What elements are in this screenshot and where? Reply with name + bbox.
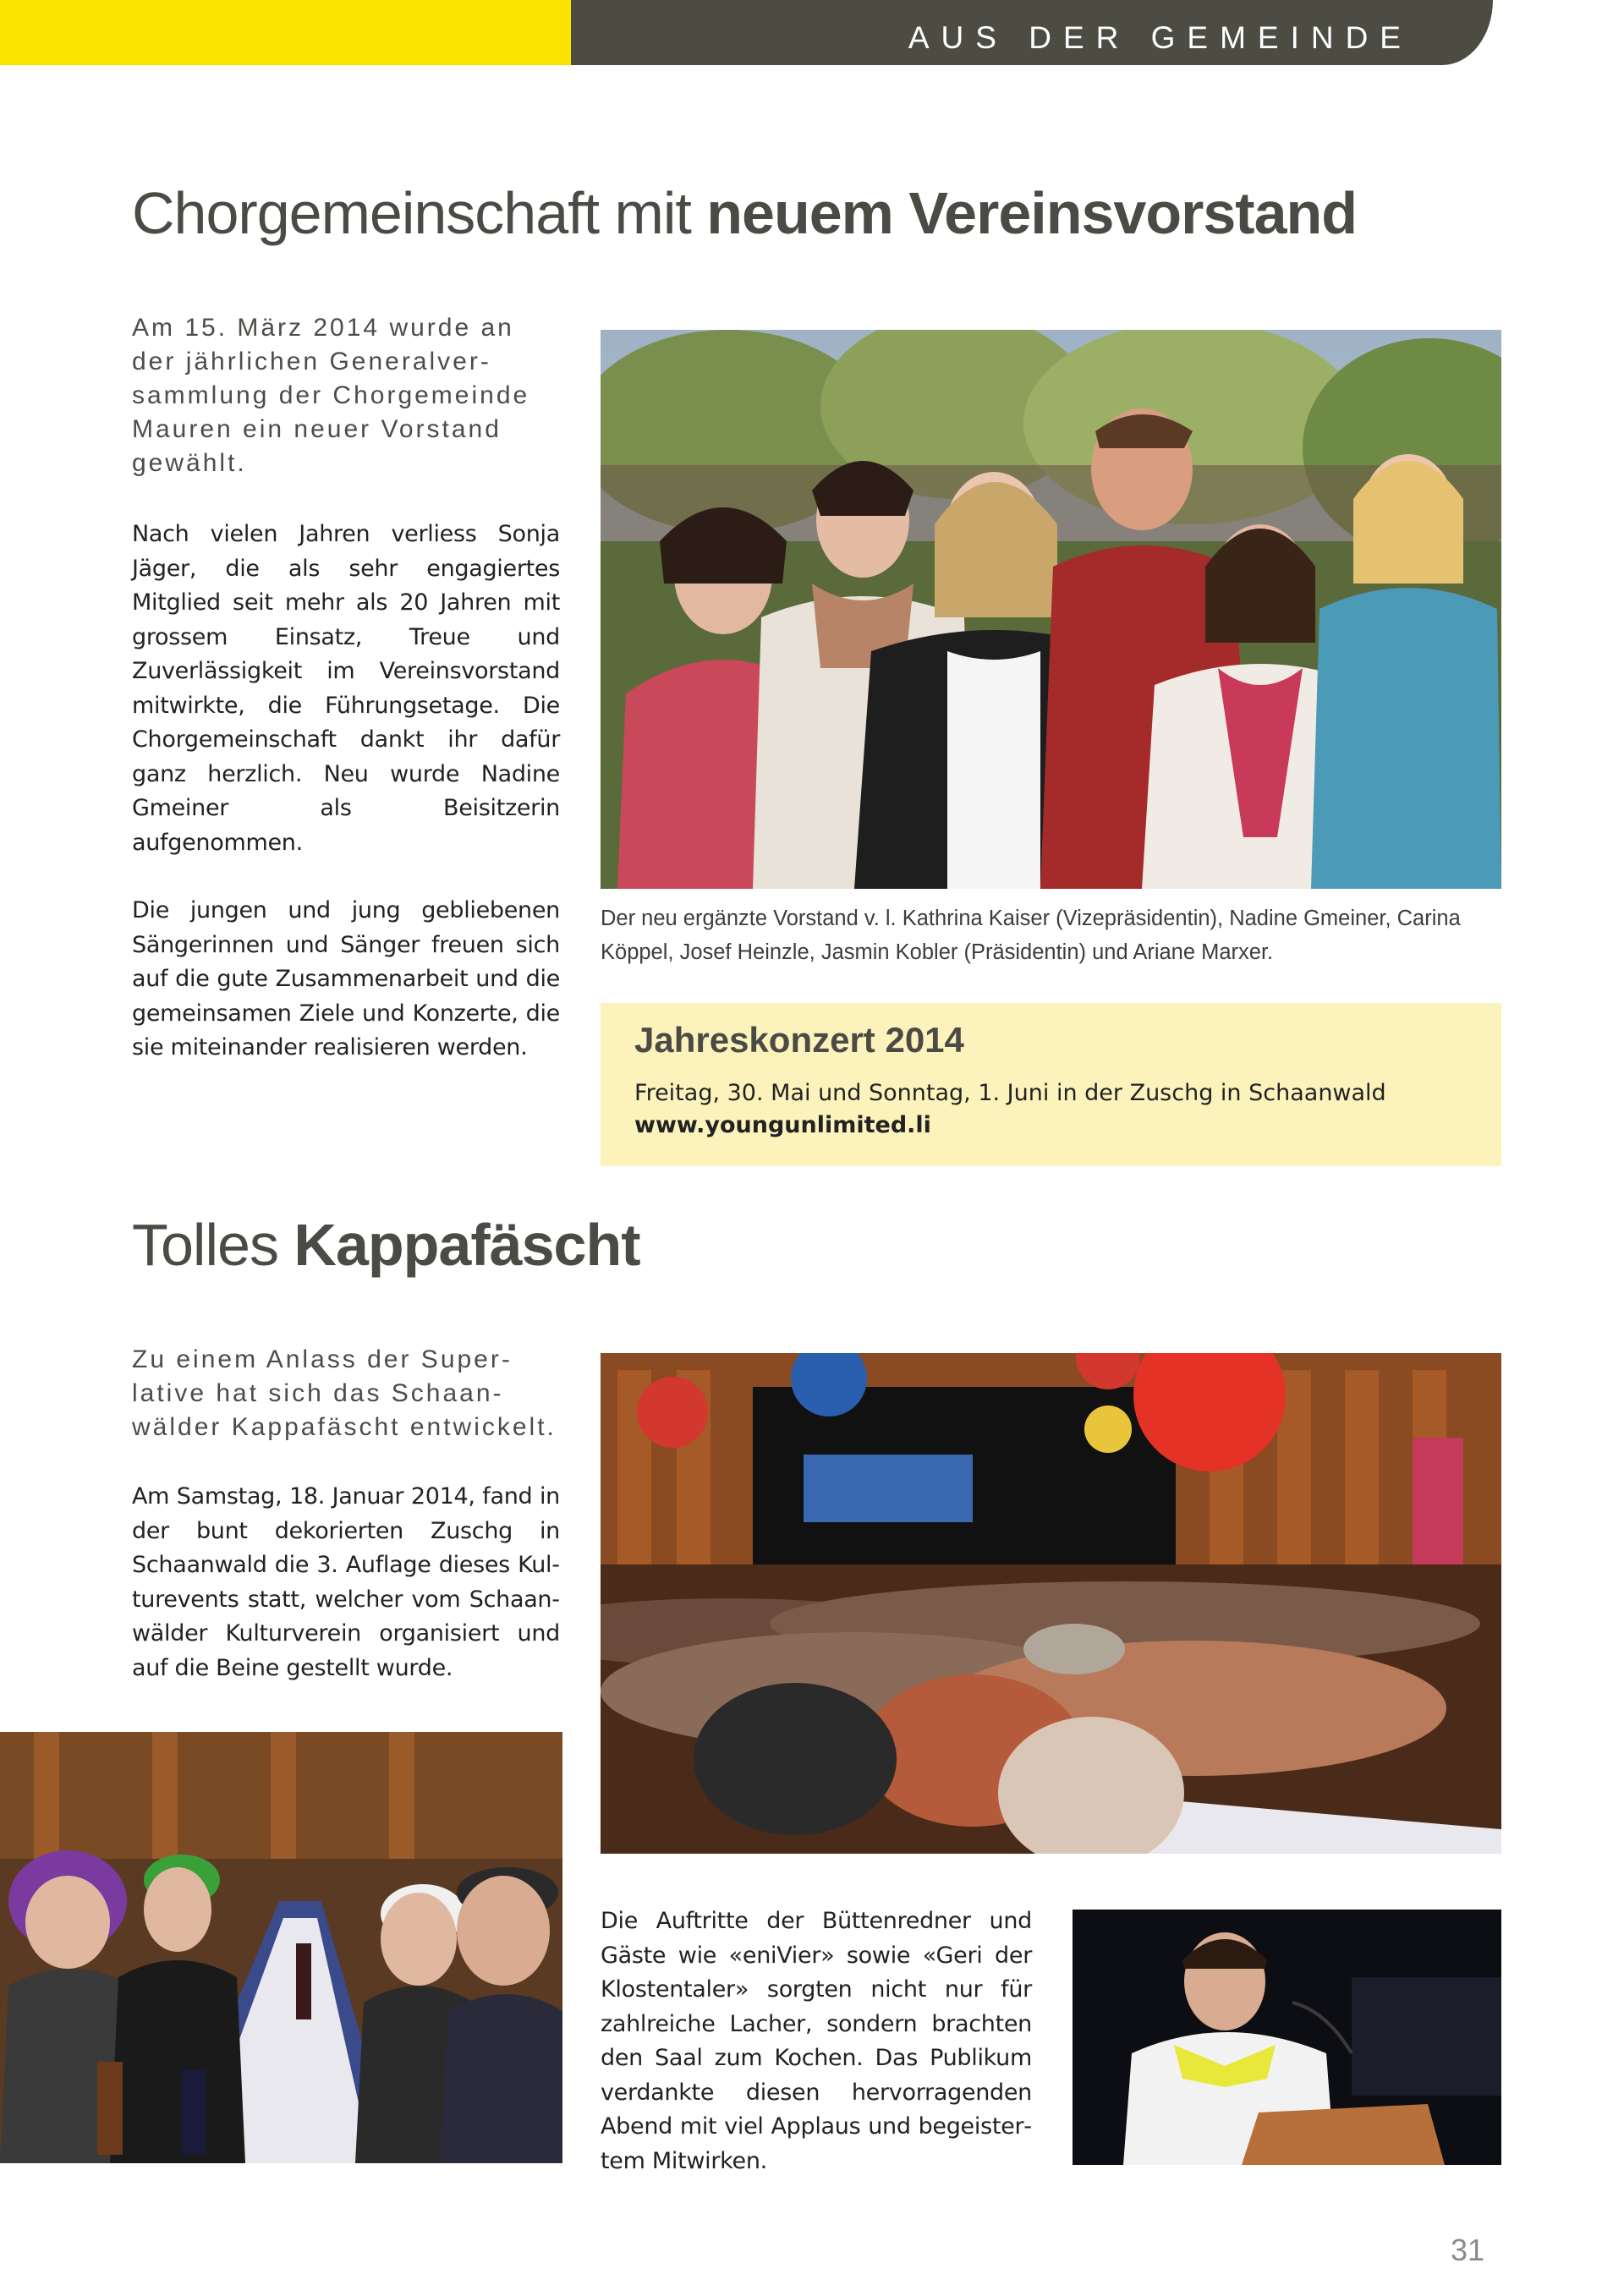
section-label: AUS DER GEMEINDE: [908, 20, 1413, 55]
speaker-photo: [1073, 1910, 1501, 2165]
article1-body: [132, 518, 560, 1066]
concert-dates: Freitag, 30. Mai und Sonntag, 1. Juni in der Zuschg in Schaanwald: [634, 1080, 1386, 1106]
article2-body: [132, 1480, 560, 1685]
concert-title: Jahreskonzert 2014: [634, 1020, 964, 1060]
header-yellow-bar: [0, 0, 571, 65]
table-guests-photo: [0, 1732, 562, 2163]
article1-paragraph-2: Die jungen und jung gebliebenen Sängerinnen und Sänger freuen sich auf die gute Zusammenarbeit und die gemeinsamen Ziele und Konzerte, die sie miteinander realisieren werden.: [132, 897, 560, 1060]
concert-url: www.youngunlimited.li: [634, 1112, 931, 1138]
article1-headline: Chorgemeinschaft mit neuem Vereinsvorstand: [132, 180, 1358, 246]
group-photo: [601, 330, 1501, 889]
header-dark-bar: [571, 0, 1493, 65]
article1-paragraph-1: Nach vielen Jahren verliess Sonja Jäger, die als sehr engagiertes Mitglied seit mehr als 20 Jahren mit grossem Einsatz, Treue und Zuverlässigkeit im Vereinsvorstand mitwirkte, die Führungsetage. Die Chorgemeinschaft dankt ihr dafür ganz herzlich. Neu wurde Nadine Gmeiner als Beisitzerin aufgenommen.: [132, 521, 560, 856]
article2-headline: Tolles Kappafäscht: [132, 1212, 640, 1278]
concert-info-box: [601, 1003, 1501, 1166]
hall-photo: [601, 1353, 1501, 1854]
article1-lead: Am 15. März 2014 wurde an der jährlichen Generalversammlung der Chorgemeinde Mauren ein neuer Vorstand gewählt.: [132, 314, 530, 477]
article2-lead: Zu einem Anlass der Superlative hat sich das Schaanwälder Kappafäscht entwickelt.: [132, 1345, 557, 1441]
group-photo-caption: Der neu ergänzte Vorstand v. l. Kathrina Kaiser (Vizepräsidentin), Nadine Gmeiner, Carina Köppel, Josef Heinzle, Jasmin Kobler (Präsidentin) und Ariane Marxer.: [601, 907, 1461, 964]
article2-paragraph-1: Am Samstag, 18. Januar 2014, fand in der bunt dekorierten Zuschg in Schaanwald die 3. Auflage dieses Kulturevents statt, welcher vom Schaanwälder Kulturverein organisiert und auf die Beine gestellt wurde.: [132, 1483, 560, 1681]
article2-paragraph-2: Die Auftritte der Büttenredner und Gäste wie «eniVier» sowie «Geri der Klostentaler» sorgten nicht nur für zahlreiche Lacher, sondern brachten den Saal zum Kochen. Das Publikum verdankte diesen hervorragenden Abend mit viel Applaus und begeistertem Mitwirken.: [601, 1908, 1032, 2174]
page-number: 31: [1450, 2233, 1484, 2267]
article2-body-continued: [601, 1904, 1032, 2178]
